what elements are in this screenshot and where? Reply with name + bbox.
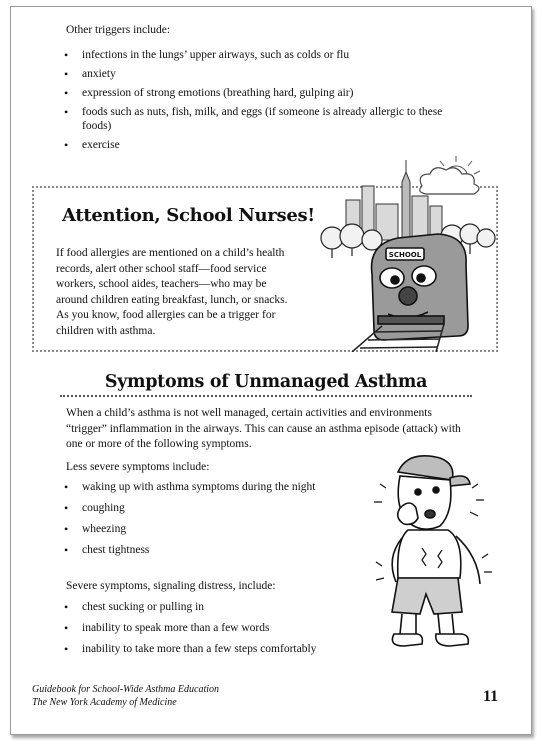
train-illustration [312,156,498,352]
footer-citation [32,683,219,709]
trolley-train [372,234,468,340]
severe-label: Severe symptoms, signaling distress, include: [66,580,276,592]
footer-line-2: The New York Academy of Medicine [32,697,177,708]
list-item: • expression of strong emotions (breathing hard, gulping air) [62,86,462,100]
coughing-boy-illustration [372,448,506,658]
list-item: • coughing [62,501,462,515]
list-item: • exercise [62,138,462,152]
callout-body: If food allergies are mentioned on a child’s health records, alert other school staff—food service workers, school aides, teachers—who may be around children eating breakfast, lunch, or snacks. As you know, food allergies can be a trigger for children with asthma. [56,247,288,337]
list-item: • wheezing [62,522,462,536]
list-item: • waking up with asthma symptoms during the night [62,480,462,494]
list-item: • chest tightness [62,543,462,557]
train-sign: SCHOOL [388,251,422,259]
list-item: • inability to speak more than a few words [62,621,462,635]
cloud-icon [420,168,479,194]
less-severe-label: Less severe symptoms include: [66,461,210,473]
footer-line-1: Guidebook for School-Wide Asthma Education [32,684,220,695]
intro-text: Other triggers include: [66,24,171,36]
page-number: 11 [483,688,499,705]
list-item: • inability to take more than a few steps comfortably [62,642,462,656]
heading-divider [60,395,472,397]
list-item: • chest sucking or pulling in [62,600,462,614]
list-item: • infections in the lungs’ upper airways, such as colds or flu [62,48,462,62]
section-paragraph: When a child’s asthma is not well managed, certain activities and environments “trigger” inflammation in the airways. This can cause an asthma episode (attack) with one or more of the following symptoms. [66,407,461,450]
list-item: • anxiety [62,67,462,81]
section-heading: Symptoms of Unmanaged Asthma [104,372,428,392]
callout-title: Attention, School Nurses! [62,205,315,226]
triggers-list [62,48,462,157]
list-item: • foods such as nuts, fish, milk, and eggs (if someone is already allergic to these foods) [62,105,462,133]
